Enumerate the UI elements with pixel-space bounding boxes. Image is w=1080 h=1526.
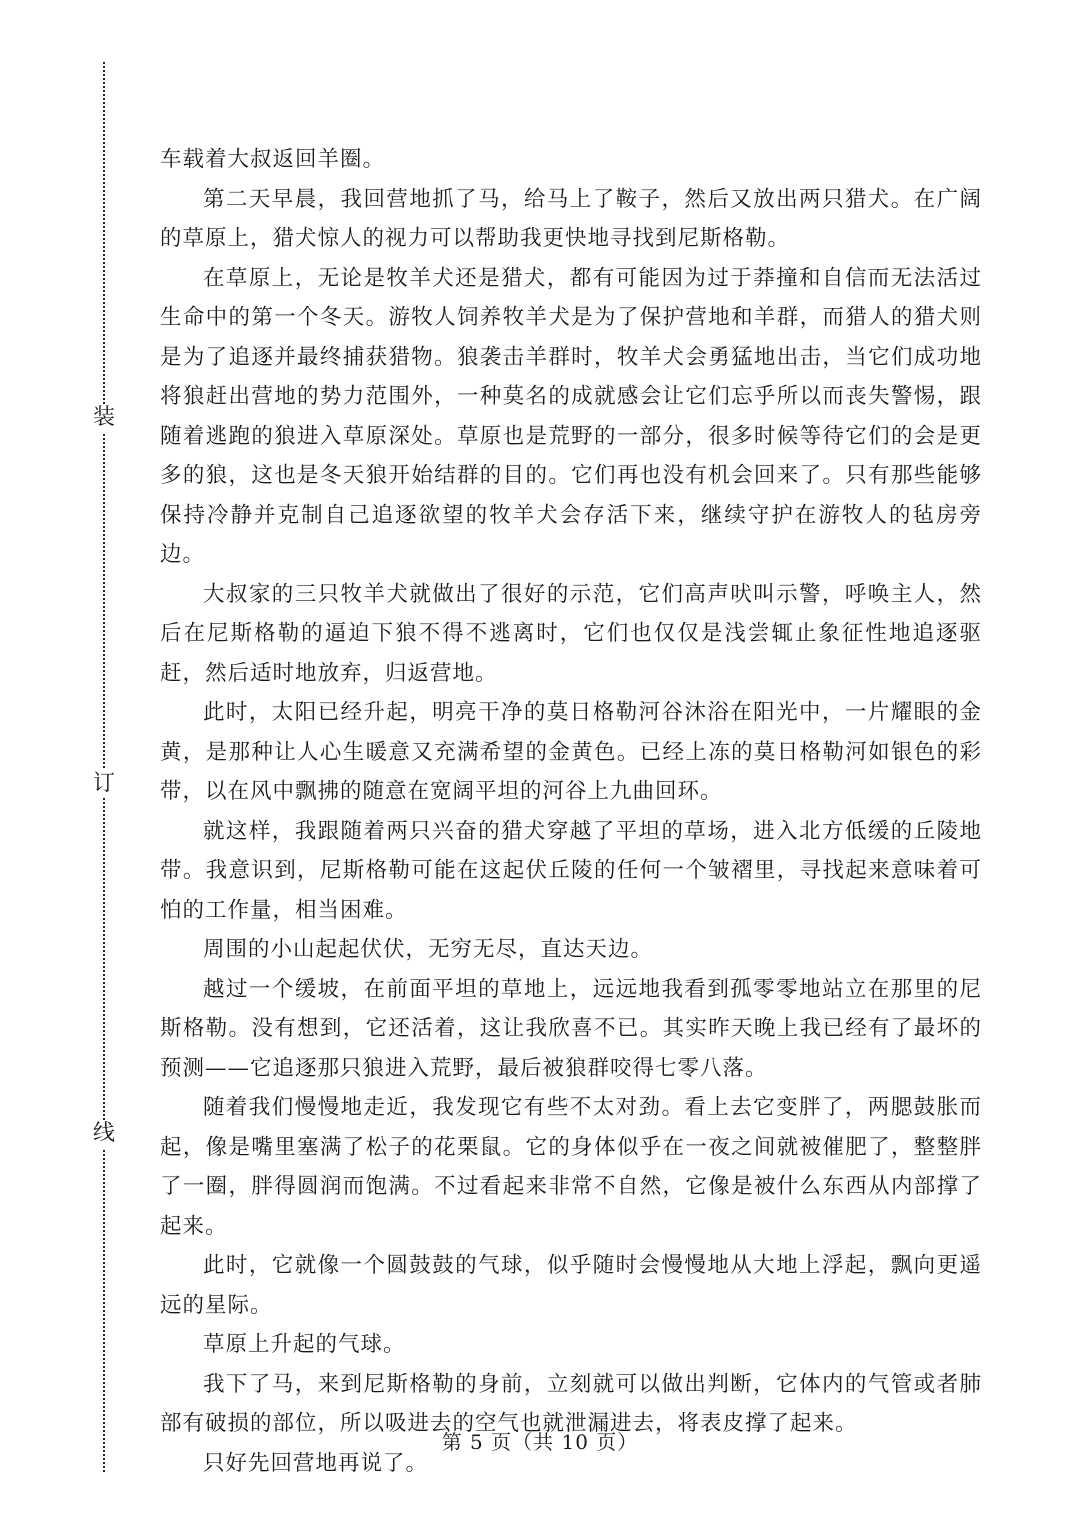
paragraph: 大叔家的三只牧羊犬就做出了很好的示范，它们高声吠叫示警，呼唤主人，然后在尼斯格勒的逼迫下狼不得不逃离时，它们也仅仅是浅尝辄止象征性地追逐驱赶，然后适时地放弃，归返营地。 — [160, 581, 982, 686]
page-number: 第 5 页（共 10 页） — [441, 1430, 639, 1454]
article-body — [160, 140, 982, 1483]
binding-margin — [92, 62, 115, 1472]
paragraph: 此时，它就像一个圆鼓鼓的气球，似乎随时会慢慢地从大地上浮起，飘向更遥远的星际。 — [160, 1253, 982, 1318]
paragraph: 越过一个缓坡，在前面平坦的草地上，远远地我看到孤零零地站立在那里的尼斯格勒。没有想到，它还活着，这让我欣喜不已。其实昨天晚上我已经有了最坏的预测——它追逐那只狼进入荒野，最后被狼群咬得七零八落。 — [160, 976, 982, 1081]
binding-dotted-line — [103, 62, 105, 1472]
paragraph: 第二天早晨，我回营地抓了马，给马上了鞍子，然后又放出两只猎犬。在广阔的草原上，猎犬惊人的视力可以帮助我更快地寻找到尼斯格勒。 — [160, 186, 982, 251]
paragraph: 周围的小山起起伏伏，无穷无尽，直达天边。 — [203, 937, 654, 962]
paragraph: 我下了马，来到尼斯格勒的身前，立刻就可以做出判断，它体内的气管或者肺部有破损的部位，所以吸进去的空气也就泄漏进去，将表皮撑了起来。 — [160, 1371, 982, 1436]
paragraph: 草原上升起的气球。 — [203, 1332, 406, 1357]
paragraph: 只好先回营地再说了。 — [203, 1450, 429, 1476]
paragraph: 车载着大叔返回羊圈。 — [160, 147, 386, 172]
binding-char-zhuang: 装 — [90, 404, 118, 432]
binding-char-xian: 线 — [90, 1120, 118, 1148]
paragraph: 在草原上，无论是牧羊犬还是猎犬，都有可能因为过于莽撞和自信而无法活过生命中的第一个冬天。游牧人饲养牧羊犬是为了保护营地和羊群，而猎人的猎犬则是为了追逐并最终捕获猎物。狼袭击羊群时，牧羊犬会勇猛地出击，当它们成功地将狼赶出营地的势力范围外，一种莫名的成就感会让它们忘乎所以而丧失警惕，跟随着逃跑的狼进入草原深处。草原也是荒野的一部分，很多时候等待它们的会是更多的狼，这也是冬天狼开始结群的目的。它们再也没有机会回来了。只有那些能够保持冷静并克制自己追逐欲望的牧羊犬会存活下来，继续守护在游牧人的毡房旁边。 — [160, 265, 982, 567]
paragraph: 随着我们慢慢地走近，我发现它有些不太对劲。看上去它变胖了，两腮鼓胀而起，像是嘴里塞满了松子的花栗鼠。它的身体似乎在一夜之间就被催肥了，整整胖了一圈，胖得圆润而饱满。不过看起来非常不自然，它像是被什么东西从内部撑了起来。 — [160, 1095, 982, 1239]
paragraph: 就这样，我跟随着两只兴奋的猎犬穿越了平坦的草场，进入北方低缓的丘陵地带。我意识到，尼斯格勒可能在这起伏丘陵的任何一个皱褶里，寻找起来意味着可怕的工作量，相当困难。 — [160, 818, 982, 923]
paragraph: 此时，太阳已经升起，明亮干净的莫日格勒河谷沐浴在阳光中，一片耀眼的金黄，是那种让人心生暖意又充满希望的金黄色。已经上冻的莫日格勒河如银色的彩带，以在风中飘拂的随意在宽阔平坦的河谷上九曲回环。 — [160, 700, 982, 804]
binding-char-ding: 订 — [90, 770, 118, 798]
